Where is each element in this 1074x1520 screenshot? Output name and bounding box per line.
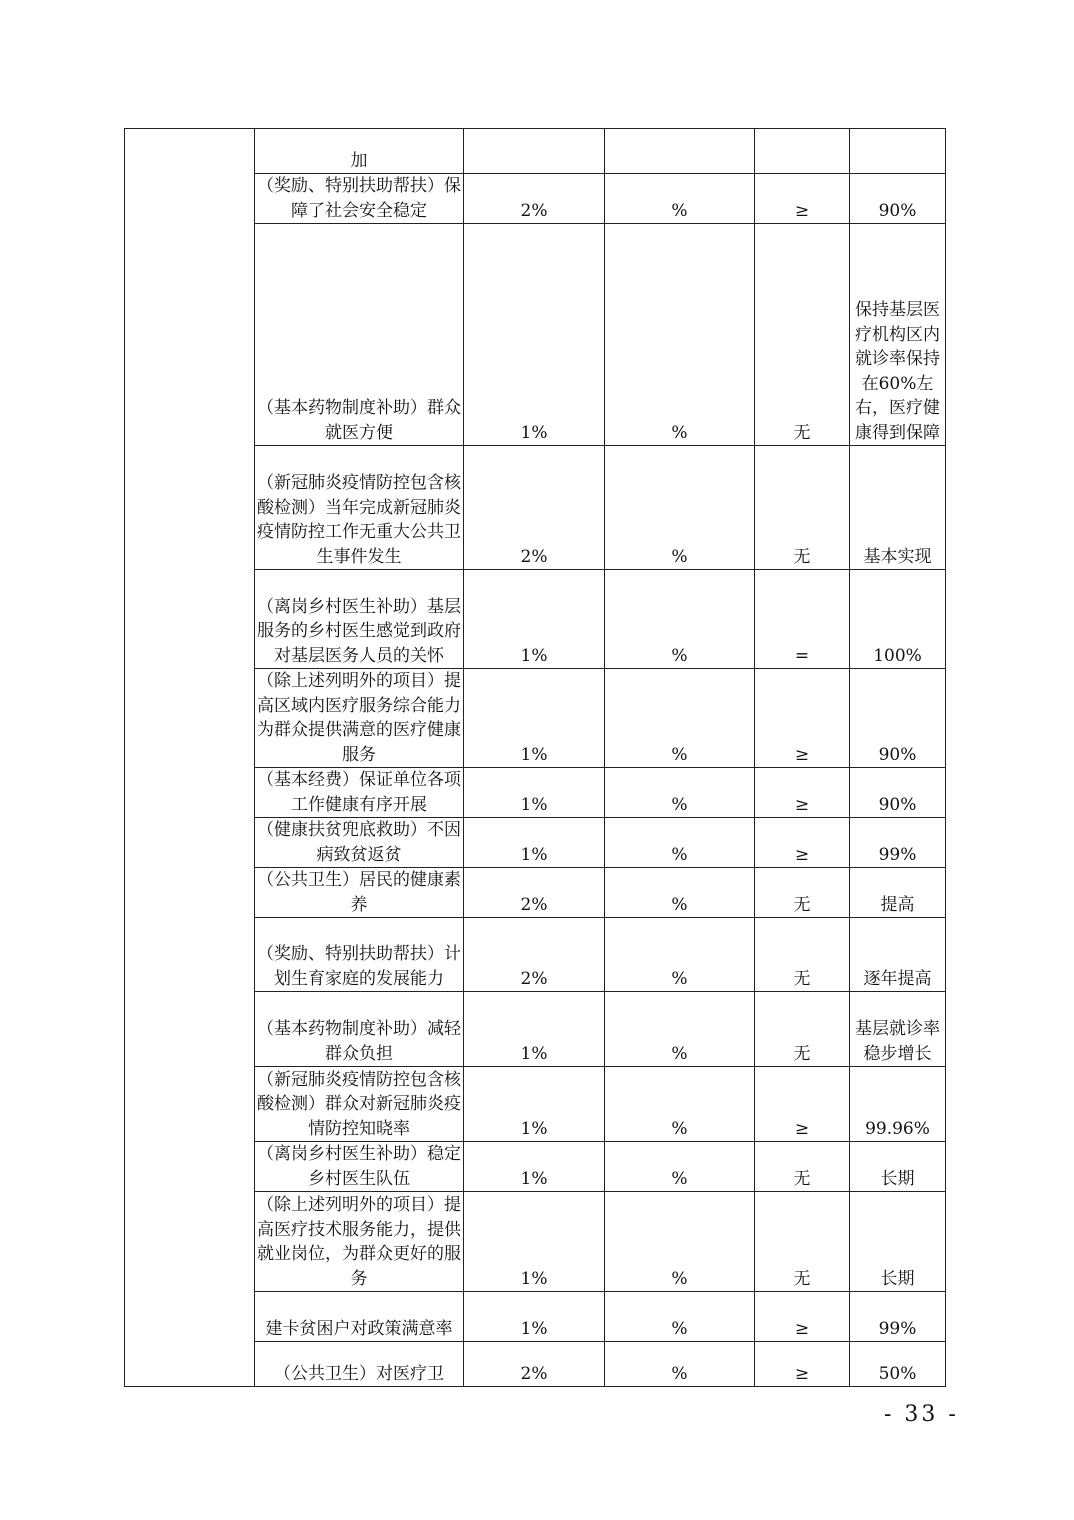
weight-cell: 1% bbox=[464, 1142, 605, 1192]
page-number: - 33 - bbox=[884, 1402, 959, 1427]
target-cell: 提高 bbox=[850, 868, 946, 918]
indicator-cell: （奖励、特别扶助帮扶）保障了社会安全稳定 bbox=[255, 174, 464, 224]
operator-cell: ≥ bbox=[755, 818, 850, 868]
indicator-cell: （基本药物制度补助）减轻群众负担 bbox=[255, 992, 464, 1067]
target-cell: 逐年提高 bbox=[850, 918, 946, 992]
operator-cell: 无 bbox=[755, 1142, 850, 1192]
weight-cell: 2% bbox=[464, 868, 605, 918]
weight-cell: 1% bbox=[464, 1292, 605, 1342]
target-cell: 长期 bbox=[850, 1192, 946, 1292]
target-cell: 90% bbox=[850, 174, 946, 224]
unit-cell: % bbox=[605, 174, 755, 224]
indicator-cell: （公共卫生）对医疗卫 bbox=[255, 1342, 464, 1387]
operator-cell: 无 bbox=[755, 446, 850, 570]
unit-cell: % bbox=[605, 918, 755, 992]
target-cell: 99% bbox=[850, 1292, 946, 1342]
indicator-cell: （公共卫生）居民的健康素养 bbox=[255, 868, 464, 918]
category-cell bbox=[125, 129, 255, 1387]
operator-cell: 无 bbox=[755, 224, 850, 446]
indicator-cell: 加 bbox=[255, 129, 464, 174]
indicator-cell: （离岗乡村医生补助）稳定乡村医生队伍 bbox=[255, 1142, 464, 1192]
weight-cell: 1% bbox=[464, 570, 605, 669]
unit-cell: % bbox=[605, 570, 755, 669]
indicator-cell: （基本药物制度补助）群众就医方便 bbox=[255, 224, 464, 446]
weight-cell: 1% bbox=[464, 224, 605, 446]
unit-cell: % bbox=[605, 868, 755, 918]
operator-cell: = bbox=[755, 570, 850, 669]
indicator-cell: （奖励、特别扶助帮扶）计划生育家庭的发展能力 bbox=[255, 918, 464, 992]
table-row bbox=[125, 129, 946, 174]
indicator-cell: （健康扶贫兜底救助）不因病致贫返贫 bbox=[255, 818, 464, 868]
weight-cell bbox=[464, 129, 605, 174]
target-cell: 99% bbox=[850, 818, 946, 868]
target-cell: 99.96% bbox=[850, 1067, 946, 1142]
target-cell: 保持基层医疗机构区内就诊率保持在60%左右，医疗健康得到保障 bbox=[850, 224, 946, 446]
weight-cell: 1% bbox=[464, 818, 605, 868]
operator-cell: ≥ bbox=[755, 768, 850, 818]
weight-cell: 1% bbox=[464, 992, 605, 1067]
weight-cell: 1% bbox=[464, 1067, 605, 1142]
target-cell: 基层就诊率稳步增长 bbox=[850, 992, 946, 1067]
target-cell: 90% bbox=[850, 669, 946, 768]
target-cell: 长期 bbox=[850, 1142, 946, 1192]
indicator-cell: （离岗乡村医生补助）基层服务的乡村医生感觉到政府对基层医务人员的关怀 bbox=[255, 570, 464, 669]
unit-cell: % bbox=[605, 768, 755, 818]
unit-cell: % bbox=[605, 1192, 755, 1292]
operator-cell: 无 bbox=[755, 918, 850, 992]
target-cell: 100% bbox=[850, 570, 946, 669]
target-cell: 90% bbox=[850, 768, 946, 818]
weight-cell: 1% bbox=[464, 768, 605, 818]
operator-cell: ≥ bbox=[755, 1342, 850, 1387]
unit-cell: % bbox=[605, 446, 755, 570]
indicator-cell: （基本经费）保证单位各项工作健康有序开展 bbox=[255, 768, 464, 818]
indicator-cell: （新冠肺炎疫情防控包含核酸检测）群众对新冠肺炎疫情防控知晓率 bbox=[255, 1067, 464, 1142]
indicator-cell: （除上述列明外的项目）提高医疗技术服务能力，提供就业岗位，为群众更好的服务 bbox=[255, 1192, 464, 1292]
operator-cell: ≥ bbox=[755, 174, 850, 224]
unit-cell: % bbox=[605, 1342, 755, 1387]
indicator-cell: （除上述列明外的项目）提高区域内医疗服务综合能力为群众提供满意的医疗健康服务 bbox=[255, 669, 464, 768]
operator-cell: ≥ bbox=[755, 1067, 850, 1142]
weight-cell: 2% bbox=[464, 1342, 605, 1387]
unit-cell: % bbox=[605, 224, 755, 446]
indicator-cell: 建卡贫困户对政策满意率 bbox=[255, 1292, 464, 1342]
operator-cell: ≥ bbox=[755, 1292, 850, 1342]
unit-cell bbox=[605, 129, 755, 174]
unit-cell: % bbox=[605, 818, 755, 868]
operator-cell: 无 bbox=[755, 1192, 850, 1292]
target-cell: 50% bbox=[850, 1342, 946, 1387]
operator-cell: ≥ bbox=[755, 669, 850, 768]
operator-cell bbox=[755, 129, 850, 174]
weight-cell: 2% bbox=[464, 446, 605, 570]
performance-indicator-table bbox=[124, 128, 946, 1387]
unit-cell: % bbox=[605, 669, 755, 768]
unit-cell: % bbox=[605, 1067, 755, 1142]
weight-cell: 1% bbox=[464, 1192, 605, 1292]
weight-cell: 2% bbox=[464, 174, 605, 224]
unit-cell: % bbox=[605, 1292, 755, 1342]
unit-cell: % bbox=[605, 1142, 755, 1192]
target-cell bbox=[850, 129, 946, 174]
unit-cell: % bbox=[605, 992, 755, 1067]
weight-cell: 1% bbox=[464, 669, 605, 768]
operator-cell: 无 bbox=[755, 992, 850, 1067]
indicator-cell: （新冠肺炎疫情防控包含核酸检测）当年完成新冠肺炎疫情防控工作无重大公共卫生事件发生 bbox=[255, 446, 464, 570]
target-cell: 基本实现 bbox=[850, 446, 946, 570]
weight-cell: 2% bbox=[464, 918, 605, 992]
operator-cell: 无 bbox=[755, 868, 850, 918]
